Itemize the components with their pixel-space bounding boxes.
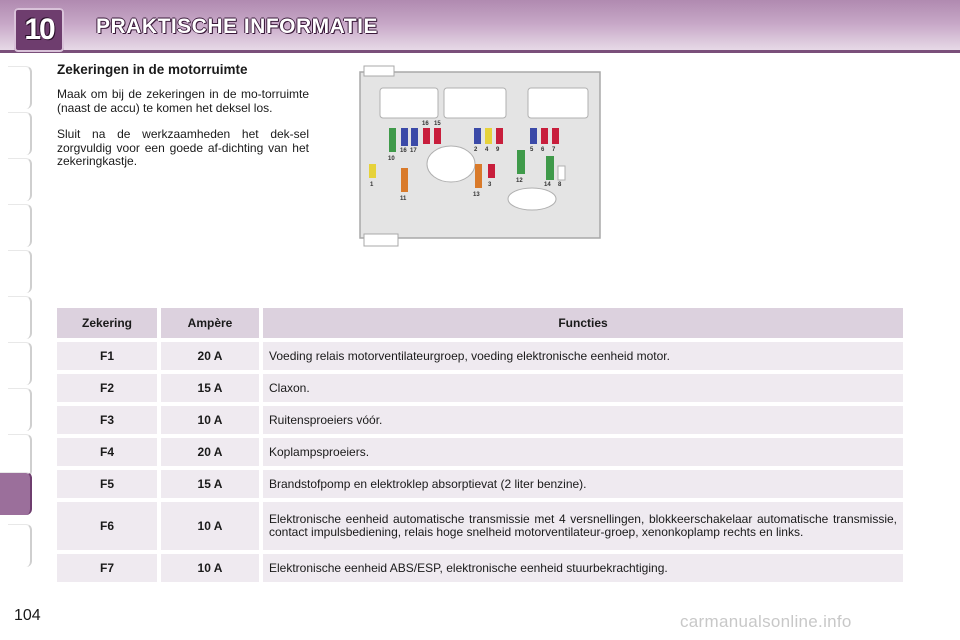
fuse-15	[434, 128, 441, 144]
fuse-2	[474, 128, 481, 144]
relay-slot-3	[528, 88, 588, 118]
fuse-label-3: 3	[488, 182, 492, 188]
fuse-13	[475, 164, 482, 188]
chapter-number: 10	[24, 13, 54, 46]
side-tab-3[interactable]	[8, 158, 32, 201]
table-row	[57, 374, 903, 402]
side-tab-5[interactable]	[8, 250, 32, 293]
section-title: Zekeringen in de motorruimte	[57, 62, 248, 77]
fuse-14	[546, 156, 554, 180]
fuse-label-17: 17	[410, 148, 417, 154]
fuse-table	[57, 308, 903, 586]
fuse-box-clip-bottom	[364, 234, 398, 246]
side-tab-4[interactable]	[8, 204, 32, 247]
fuse-label-12: 12	[516, 178, 523, 184]
fuse-label-13: 13	[473, 192, 480, 198]
fuse-amp: 20 A	[161, 438, 259, 466]
fuse-label-15: 15	[434, 121, 441, 127]
fuse-5	[530, 128, 537, 144]
fuse-amp: 15 A	[161, 374, 259, 402]
fuse-label-1: 1	[370, 182, 374, 188]
table-row	[57, 342, 903, 370]
fuse-8	[558, 166, 565, 180]
fuse-label-5: 5	[530, 147, 534, 153]
fuse-box-opening-1	[427, 146, 475, 182]
fuse-label-10: 10	[388, 156, 395, 162]
table-row	[57, 438, 903, 466]
chapter-side-tabs	[0, 60, 34, 580]
page-number: 104	[14, 607, 41, 624]
fuse-17	[411, 128, 418, 146]
fuse-3	[488, 164, 495, 178]
header-functions: Functies	[263, 308, 903, 338]
table-header-row	[57, 308, 903, 338]
fuse-16	[401, 128, 408, 146]
fuse-label-11: 11	[400, 196, 407, 202]
fuse-amp: 10 A	[161, 502, 259, 550]
fuse-function: Ruitensproeiers vóór.	[263, 406, 903, 434]
fuse-function: Koplampsproeiers.	[263, 438, 903, 466]
fuse-box-diagram	[358, 64, 604, 248]
header-ampere: Ampère	[161, 308, 259, 338]
fuse-label-4: 4	[485, 147, 489, 153]
fuse-id: F1	[57, 342, 157, 370]
fuse-id: F6	[57, 502, 157, 550]
fuse-label-9: 9	[496, 147, 500, 153]
fuse-label-8: 8	[558, 182, 562, 188]
side-tab-8[interactable]	[8, 388, 32, 431]
table-row	[57, 406, 903, 434]
fuse-id: F2	[57, 374, 157, 402]
fuse-function: Elektronische eenheid automatische transmissie met 4 versnellingen, blokkeerschakelaar automatische transmissie, contact impulsbediening, relais hoge snelheid motorventilateur-groep, xenonkoplamp rechts en links.	[263, 502, 903, 550]
fuse-function: Voeding relais motorventilateurgroep, voeding elektronische eenheid motor.	[263, 342, 903, 370]
fuse-amp: 10 A	[161, 554, 259, 582]
fuse-label-6: 6	[541, 147, 545, 153]
fuse-box-illustration	[358, 64, 604, 248]
side-tab-1[interactable]	[8, 66, 32, 109]
fuse-16b	[423, 128, 430, 144]
fuse-6	[541, 128, 548, 144]
fuse-9	[496, 128, 503, 144]
table-row	[57, 502, 903, 550]
relay-slot-2	[444, 88, 506, 118]
fuse-10	[389, 128, 396, 152]
side-tab-9[interactable]	[8, 434, 32, 477]
fuse-id: F5	[57, 470, 157, 498]
chapter-badge	[14, 8, 64, 52]
instruction-paragraph-2: Sluit na de werkzaamheden het dek-sel zorgvuldig voor een goede af-dichting van het zekeringkastje.	[57, 127, 309, 168]
side-tab-10-active[interactable]	[0, 472, 32, 515]
relay-slot-1	[380, 88, 438, 118]
watermark: carmanualsonline.info	[680, 612, 852, 631]
chapter-title: PRAKTISCHE INFORMATIE	[96, 15, 378, 38]
fuse-function: Claxon.	[263, 374, 903, 402]
instruction-paragraph-1: Maak om bij de zekeringen in de mo-torruimte (naast de accu) te komen het deksel los.	[57, 87, 309, 115]
fuse-box-opening-2	[508, 188, 556, 210]
fuse-id: F4	[57, 438, 157, 466]
fuse-label-7: 7	[552, 147, 556, 153]
fuse-7	[552, 128, 559, 144]
side-tab-11[interactable]	[8, 524, 32, 567]
fuse-label-16b: 16	[422, 121, 429, 127]
fuse-4	[485, 128, 492, 144]
header-divider	[0, 50, 960, 53]
fuse-box-clip-top	[364, 66, 394, 76]
side-tab-6[interactable]	[8, 296, 32, 339]
fuse-function: Brandstofpomp en elektroklep absorptievat (2 liter benzine).	[263, 470, 903, 498]
fuse-amp: 15 A	[161, 470, 259, 498]
header-fuse: Zekering	[57, 308, 157, 338]
fuse-amp: 20 A	[161, 342, 259, 370]
fuse-12	[517, 150, 525, 174]
table-row	[57, 554, 903, 582]
side-tab-2[interactable]	[8, 112, 32, 155]
fuse-function: Elektronische eenheid ABS/ESP, elektronische eenheid stuurbekrachtiging.	[263, 554, 903, 582]
fuse-label-14: 14	[544, 182, 551, 188]
fuse-label-2: 2	[474, 147, 478, 153]
fuse-label-16: 16	[400, 148, 407, 154]
fuse-id: F3	[57, 406, 157, 434]
fuse-amp: 10 A	[161, 406, 259, 434]
fuse-id: F7	[57, 554, 157, 582]
side-tab-7[interactable]	[8, 342, 32, 385]
fuse-1	[369, 164, 376, 178]
fuse-11	[401, 168, 408, 192]
table-row	[57, 470, 903, 498]
